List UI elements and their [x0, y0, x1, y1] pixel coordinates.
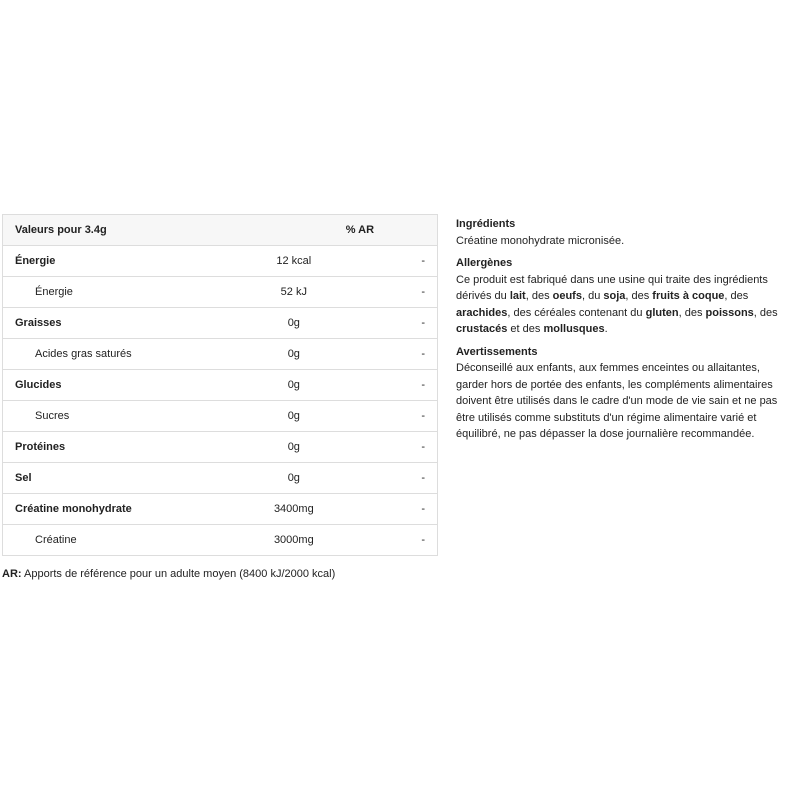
allergen-crustaces: crustacés [456, 323, 508, 335]
nutrient-ar: - [346, 370, 438, 401]
nutrient-ar: - [346, 525, 438, 556]
allergens-section [456, 255, 786, 338]
nutrition-header-row [3, 215, 438, 246]
table-row [3, 525, 438, 556]
allergens-text-part: Ce produit est fabriqué dans une usine qui traite des ingrédients dérivés du [456, 273, 768, 302]
allergen-poissons: poissons [705, 306, 754, 319]
allergens-text-part: , des [525, 290, 553, 302]
nutrient-name: Sel [3, 463, 242, 494]
nutrition-facts-section [2, 214, 438, 580]
nutrient-value: 0g [242, 401, 346, 432]
nutrient-ar: - [346, 401, 438, 432]
nutrient-value: 52 kJ [242, 277, 346, 308]
allergen-arachides: arachides [456, 306, 508, 319]
ingredients-title: Ingrédients [456, 218, 516, 230]
ar-footnote-text: Apports de référence pour un adulte moyen (8400 kJ/2000 kcal) [21, 568, 336, 580]
table-row [3, 246, 438, 277]
nutrient-name: Acides gras saturés [3, 339, 242, 370]
ingredients-section [456, 216, 786, 249]
table-row [3, 277, 438, 308]
nutrient-name: Glucides [3, 370, 242, 401]
nutrient-ar: - [346, 494, 438, 525]
header-value [242, 215, 346, 246]
nutrient-ar: - [346, 277, 438, 308]
allergens-text-part: , des [678, 306, 706, 319]
header-ar-label: % AR [346, 215, 438, 246]
nutrient-ar: - [346, 339, 438, 370]
allergens-text-part: , des [753, 306, 778, 319]
table-row [3, 370, 438, 401]
header-serving-label: Valeurs pour 3.4g [3, 215, 242, 246]
allergens-text-part: , des céréales contenant du [507, 306, 646, 319]
ar-footnote-label: AR: [2, 568, 22, 580]
allergen-mollusques: mollusques [543, 323, 605, 335]
allergens-text-part: , des [625, 290, 653, 302]
allergens-text-part: . [604, 323, 608, 335]
allergen-oeufs: oeufs [552, 290, 582, 302]
nutrient-value: 0g [242, 432, 346, 463]
warnings-title: Avertissements [456, 345, 538, 358]
nutrient-value: 0g [242, 370, 346, 401]
table-row [3, 432, 438, 463]
warnings-text: Déconseillé aux enfants, aux femmes enceintes ou allaitantes, garder hors de portée des enfants, les compléments alimentaires doivent être utilisés dans le cadre d'un mode de vie sain et ne pas être utilisés comme substituts d'un régime alimentaire varié et équilibré, ne pas dépasser la dose journalière recommandée. [456, 362, 778, 440]
table-row [3, 463, 438, 494]
nutrient-value: 0g [242, 308, 346, 339]
nutrient-ar: - [346, 246, 438, 277]
table-row [3, 401, 438, 432]
nutrient-value: 0g [242, 339, 346, 370]
allergens-text-part: , des [724, 290, 749, 302]
nutrient-name: Énergie [3, 246, 242, 277]
nutrient-ar: - [346, 308, 438, 339]
nutrient-value: 12 kcal [242, 246, 346, 277]
nutrient-name: Graisses [3, 308, 242, 339]
allergen-gluten: gluten [645, 306, 679, 319]
allergens-title: Allergènes [456, 257, 513, 269]
table-row [3, 308, 438, 339]
nutrient-name: Créatine [3, 525, 242, 556]
nutrient-name: Créatine monohydrate [3, 494, 242, 525]
nutrient-name: Énergie [3, 277, 242, 308]
nutrient-value: 0g [242, 463, 346, 494]
allergen-soja: soja [603, 290, 626, 302]
ar-footnote [2, 568, 438, 580]
nutrient-name: Protéines [3, 432, 242, 463]
table-row [3, 494, 438, 525]
nutrient-value: 3400mg [242, 494, 346, 525]
nutrient-ar: - [346, 463, 438, 494]
nutrient-ar: - [346, 432, 438, 463]
allergens-text-part: , du [581, 290, 604, 302]
ingredients-text: Créatine monohydrate micronisée. [456, 234, 625, 247]
allergens-text [456, 272, 786, 338]
allergen-lait: lait [509, 290, 526, 302]
nutrient-value: 3000mg [242, 525, 346, 556]
nutrition-table [2, 214, 438, 556]
warnings-section [456, 344, 786, 443]
product-info-column [456, 216, 786, 449]
allergens-text-part: et des [507, 323, 544, 335]
table-row [3, 339, 438, 370]
nutrient-name: Sucres [3, 401, 242, 432]
allergen-fruits-a-coque: fruits à coque [652, 290, 725, 302]
